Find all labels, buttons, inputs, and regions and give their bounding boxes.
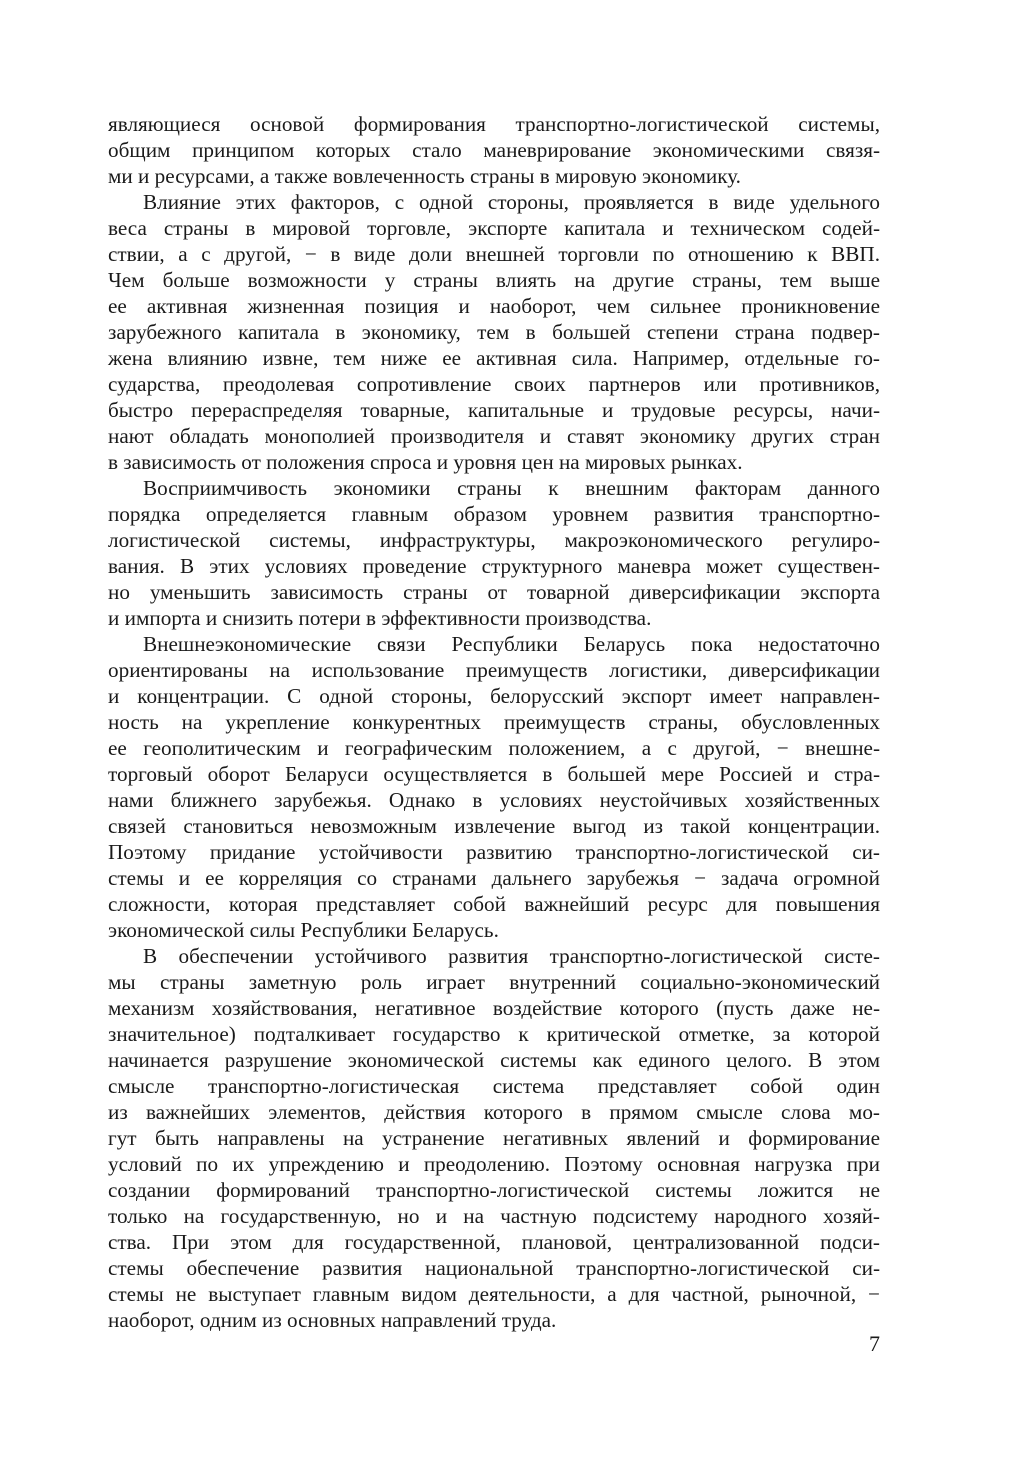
text-line: Внешнеэкономические связи Республики Беларусь пока недостаточно (143, 632, 880, 656)
text-line: Поэтому придание устойчивости развитию транспортно-логистической си- (108, 840, 880, 864)
text-line: ее геополитическим и географическим положением, а с другой, − внешне- (108, 736, 880, 760)
text-line: из важнейших элементов, действия которого в прямом смысле слова мо- (108, 1100, 880, 1124)
text-line: ствии, а с другой, − в виде доли внешней торговли по отношению к ВВП. (108, 242, 880, 266)
text-line: механизм хозяйствования, негативное воздействие которого (пусть даже не- (108, 996, 880, 1020)
text-line: ориентированы на использование преимуществ логистики, диверсификации (108, 658, 880, 682)
text-line: сложности, которая представляет собой важнейший ресурс для повышения (108, 892, 880, 916)
text-line: нают обладать монополией производителя и ставят экономику других стран (108, 424, 880, 448)
text-line: торговый оборот Беларуси осуществляется в большей мере Россией и стра- (108, 762, 880, 786)
text-line: нами ближнего зарубежья. Однако в условиях неустойчивых хозяйственных (108, 788, 880, 812)
text-line: в зависимость от положения спроса и уровня цен на мировых рынках. (108, 450, 743, 474)
text-line: зарубежного капитала в экономику, тем в большей степени страна подвер- (108, 320, 880, 344)
page-number: 7 (869, 1331, 880, 1356)
text-line: общим принципом которых стало маневрирование экономическими связя- (108, 138, 880, 162)
text-line: порядка определяется главным образом уровнем развития транспортно- (108, 502, 880, 526)
text-line: ми и ресурсами, а также вовлеченность страны в мировую экономику. (108, 164, 741, 188)
text-line: мы страны заметную роль играет внутренний социально-экономический (108, 970, 880, 994)
text-line: только на государственную, но и на частную подсистему народного хозяй- (108, 1204, 880, 1228)
text-line: но уменьшить зависимость страны от товарной диверсификации экспорта (108, 580, 880, 604)
text-line: смысле транспортно-логистическая система представляет собой один (108, 1074, 880, 1098)
text-line: создании формирований транспортно-логистической системы ложится не (108, 1178, 880, 1202)
body-text (108, 111, 880, 1333)
text-line: веса страны в мировой торговле, экспорте капитала и техническом содей- (108, 216, 880, 240)
text-line: экономической силы Республики Беларусь. (108, 918, 499, 942)
text-line: вания. В этих условиях проведение структурного маневра может существен- (108, 554, 880, 578)
text-line: и импорта и снизить потери в эффективности производства. (108, 606, 652, 630)
text-line: значительное) подталкивает государство к критической отметке, за которой (108, 1022, 880, 1046)
text-line: стемы не выступает главным видом деятельности, а для частной, рыночной, − (108, 1282, 880, 1306)
text-line: ства. При этом для государственной, плановой, централизованной подси- (108, 1230, 880, 1254)
text-line: Восприимчивость экономики страны к внешним факторам данного (143, 476, 880, 500)
text-line: стемы обеспечение развития национальной транспортно-логистической си- (108, 1256, 880, 1280)
text-line: жена влиянию извне, тем ниже ее активная сила. Например, отдельные го- (108, 346, 880, 370)
text-line: быстро перераспределяя товарные, капитальные и трудовые ресурсы, начи- (108, 398, 880, 422)
text-line: начинается разрушение экономической системы как единого целого. В этом (108, 1048, 880, 1072)
text-line: Влияние этих факторов, с одной стороны, проявляется в виде удельного (143, 190, 880, 214)
text-line: и концентрации. С одной стороны, белорусский экспорт имеет направлен- (108, 684, 880, 708)
text-line: В обеспечении устойчивого развития транспортно-логистической систе- (143, 944, 880, 968)
text-line: наоборот, одним из основных направлений труда. (108, 1308, 557, 1332)
paragraph (108, 475, 880, 631)
paragraph (108, 943, 880, 1333)
text-line: ность на укрепление конкурентных преимуществ страны, обусловленных (108, 710, 880, 734)
paragraph (108, 631, 880, 943)
text-line: Чем больше возможности у страны влиять на другие страны, тем выше (108, 268, 880, 292)
text-line: логистической системы, инфраструктуры, макроэкономического регулиро- (108, 528, 880, 552)
text-line: стемы и ее корреляция со странами дальнего зарубежья − задача огромной (108, 866, 880, 890)
text-line: ее активная жизненная позиция и наоборот, чем сильнее проникновение (108, 294, 880, 318)
text-line: связей становиться невозможным извлечение выгод из такой концентрации. (108, 814, 880, 838)
text-line: гут быть направлены на устранение негативных явлений и формирование (108, 1126, 880, 1150)
text-line: являющиеся основой формирования транспортно-логистической системы, (108, 112, 880, 136)
paragraph (108, 189, 880, 475)
text-line: сударства, преодолевая сопротивление своих партнеров или противников, (108, 372, 880, 396)
paragraph (108, 111, 880, 189)
text-line: условий по их упреждению и преодолению. Поэтому основная нагрузка при (108, 1152, 880, 1176)
